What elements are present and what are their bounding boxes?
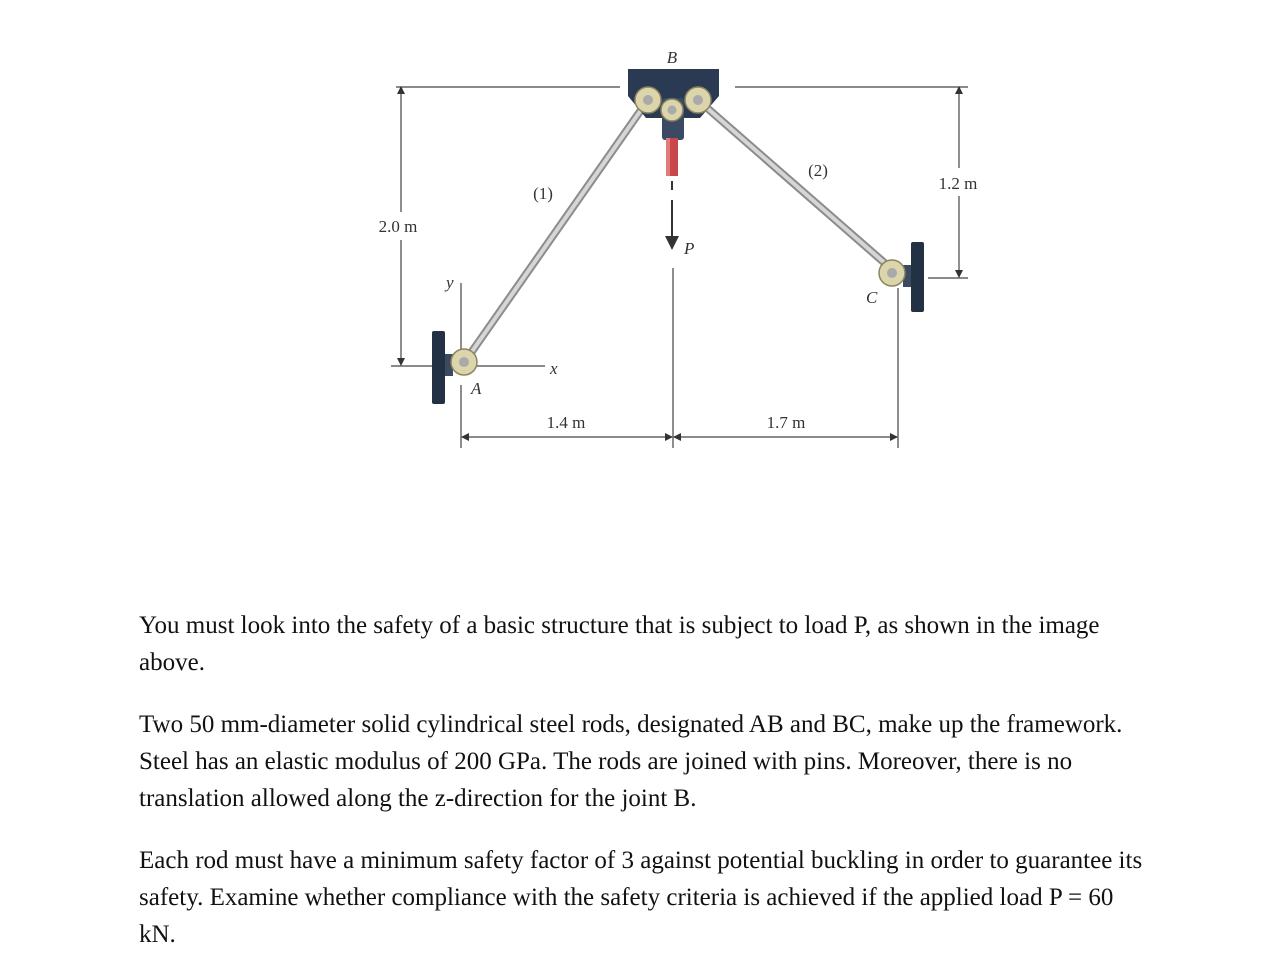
joint-b-label: B xyxy=(666,48,678,67)
problem-statement xyxy=(139,607,1149,978)
structure-diagram xyxy=(0,0,1280,470)
dim-1-7m-label: 1.7 m xyxy=(766,413,806,432)
member-1-label: (1) xyxy=(533,184,553,203)
dim-1-2m-label: 1.2 m xyxy=(938,174,978,193)
rod-bc-highlight xyxy=(698,100,895,272)
support-c xyxy=(879,242,924,312)
member-2-label: (2) xyxy=(808,161,828,180)
dim-2m-label: 2.0 m xyxy=(378,217,418,236)
paragraph-1: You must look into the safety of a basic structure that is subject to load P, as shown in the image above. xyxy=(139,612,1100,676)
joint-a-label: A xyxy=(471,379,482,398)
y-axis-label: y xyxy=(446,273,454,292)
paragraph-2: Two 50 mm-diameter solid cylindrical steel rods, designated AB and BC, make up the framework. Steel has an elastic modulus of 200 GPa. The rods are joined with pins. Moreover, there is no translation allowed along the z-direction for the joint B. xyxy=(139,711,1123,812)
paragraph-3: Each rod must have a minimum safety factor of 3 against potential buckling in order to guarantee its safety. Examine whether compliance with the safety criteria is achieved if the applied load P = 60 kN. xyxy=(139,847,1143,948)
load-arrow xyxy=(665,181,679,250)
load-p-label: P xyxy=(684,239,695,258)
joint-c-label: C xyxy=(866,288,878,307)
rod-ab-highlight xyxy=(466,100,648,360)
x-axis-label: x xyxy=(550,359,558,378)
dim-1-4m-label: 1.4 m xyxy=(546,413,586,432)
bracket-b xyxy=(628,69,719,176)
